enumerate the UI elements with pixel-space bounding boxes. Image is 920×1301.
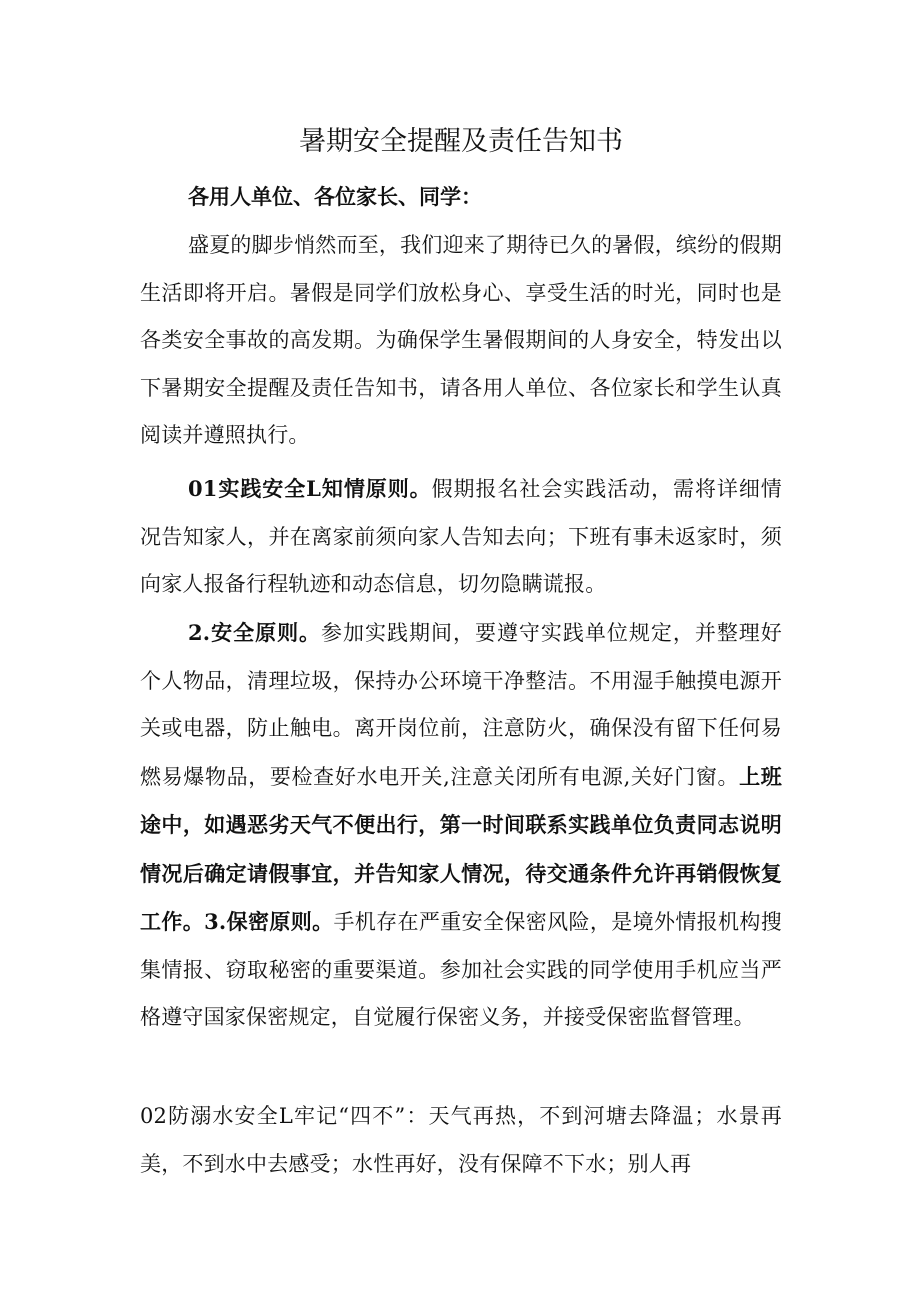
section-drowning-safety: 02防溺水安全L牢记“四不”：天气再热，不到河塘去降温；水景再美，不到水中去感受；水性再好，没有保障不下水；别人再 [140,1104,782,1176]
section-2-bold-text: 上班途中，如遇恶劣天气不便出行，第一时间联系实践单位负责同志说明情况后确定请假事宜，并告知家人情况，待交通条件允许再销假恢复工作。 [140,763,782,934]
document-title: 暑期安全提醒及责任告知书 [299,126,623,157]
salutation: 各用人单位、各位家长、同学： [188,184,482,209]
section-1-heading: 01实践安全L知情原则。 [188,476,432,501]
section-2-heading: 2.安全原则。 [188,620,322,645]
intro-paragraph: 盛夏的脚步悄然而至，我们迎来了期待已久的暑假，缤纷的假期生活即将开启。暑假是同学们放松身心、享受生活的时光，同时也是各类安全事故的高发期。为确保学生暑假期间的人身安全，特发出以下暑期安全提醒及责任告知书，请各用人单位、各位家长和学生认真阅读并遵照执行。 [140,233,782,447]
section-practice-safety [140,465,782,609]
section-safety-principle [140,609,782,1042]
section-3-heading: 3.保密原则。 [204,909,334,934]
section-3-body: 手机存在严重安全保密风险，是境外情报机构搜集情报、窃取秘密的重要渠道。参加社会实践的同学使用手机应当严格遵守国家保密规定，自觉履行保密义务，并接受保密监督管理。 [140,910,782,1029]
section-2-body: 参加实践期间，要遵守实践单位规定，并整理好个人物品，清理垃圾，保持办公环境干净整洁。不用湿手触摸电源开关或电器，防止触电。离开岗位前，注意防火，确保没有留下任何易燃易爆物品，要检查好水电开关,注意关闭所有电源,关好门窗。 [140,621,782,789]
section-1-body: 假期报名社会实践活动，需将详细情况告知家人，并在离家前须向家人告知去向；下班有事未返家时，须向家人报备行程轨迹和动态信息，切勿隐瞒谎报。 [140,477,783,596]
